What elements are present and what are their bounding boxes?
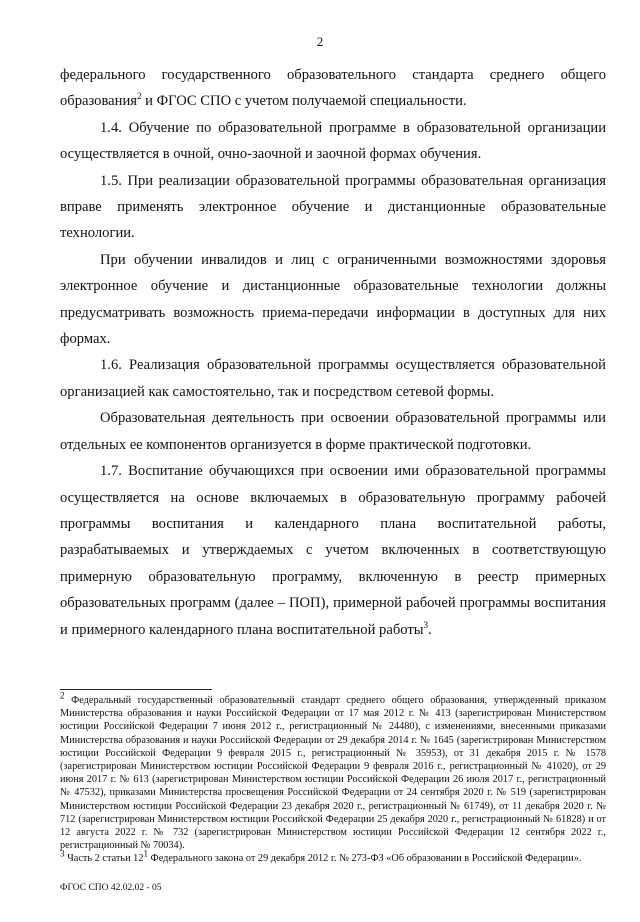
footnote-separator [60, 689, 212, 690]
footnote-2 [60, 690, 606, 852]
paragraph-1-tail: и ФГОС СПО с учетом получаемой специальности. [141, 93, 467, 110]
footnote-ref-3: 3 [423, 619, 429, 630]
paragraph-1-4: 1.4. Обучение по образовательной программе в образовательной организации осуществляется в очной, очно-заочной и заочной формах обучения. [60, 119, 606, 163]
footnote-3-text: Федерального закона от 29 декабря 2012 г. № 273-ФЗ «Об образовании в Российской Федерации». [147, 853, 582, 865]
footnote-3-marker: 3 [60, 849, 65, 860]
footnote-3 [60, 849, 606, 865]
paragraph-1-5: 1.5. При реализации образовательной программы образовательная организация вправе применять электронное обучение и дистанционные образовательные технологии. [60, 172, 606, 242]
paragraph-1-7 [60, 458, 606, 643]
footnote-3-pre: Часть 2 статьи 12 [64, 853, 144, 865]
body-text [60, 62, 606, 643]
paragraph-1-text: федерального государственного образовательного стандарта среднего общего образования [60, 67, 606, 110]
footnote-2-marker: 2 [60, 690, 65, 701]
paragraph-1-6: 1.6. Реализация образовательной программы осуществляется образовательной организацией как самостоятельно, так и посредством сетевой формы. [60, 357, 606, 400]
paragraph-practical-training: Образовательная деятельность при освоении образовательной программы или отдельных ее компонентов организуется в форме практической подготовки. [60, 410, 606, 453]
footnote-2-text: Федеральный государственный образовательный стандарт среднего общего образования, утвержденный приказом Министерства образования и науки Российской Федерации от 17 мая 2012 г. № 413 (зарегистрирован Министерством юстиции Российской Федерации 7 июня 2012 г., регистрационный № 24480), с изменениями, внесенными приказами Министерства образования и науки Российской Федерации от 29 декабря 2014 г. № 1645 (зарегистрирован Министерством юстиции Российской Федерации 9 февраля 2015 г., регистрационный № 35953), от 31 декабря 2015 г. № 1578 (зарегистрирован Министерством юстиции Российской Федерации 9 февраля 2016 г., регистрационный № 41020), от 29 июня 2017 г. № 613 (зарегистрирован Министерством юстиции Российской Федерации 26 июля 2017 г., регистрационный № 47532), приказами Министерства просвещения Российской Федерации от 24 сентября 2020 г. № 519 (зарегистрирован Министерством юстиции Российской Федерации 23 декабря 2020 г., регистрационный № 61749), от 11 декабря 2020 г. № 712 (зарегистрирован Министерством юстиции Российской Федерации 25 декабря 2020 г., регистрационный № 61828) и от 12 августа 2022 г. № 732 (зарегистрирован Министерством юстиции Российской Федерации 12 сентября 2022 г., регистрационный № 70034). [60, 695, 606, 852]
footnotes [60, 690, 606, 866]
footnote-3-article-sup: 1 [143, 849, 148, 860]
paragraph-1 [60, 62, 606, 115]
paragraph-1-7-tail: . [428, 621, 432, 638]
paragraph-1-7-text: 1.7. Воспитание обучающихся при освоении ими образовательной программы осуществляется на основе включаемых в образовательную программу рабочей программы воспитания и календарного плана воспитательной работы, разрабатываемых и утверждаемых с учетом включенных в соответствующую примерную образовательную программу, включенную в реестр примерных образовательных программ (далее – ПОП), примерной рабочей программы воспитания и примерного календарного плана воспитательной работы [60, 463, 606, 638]
document-code-footer: ФГОС СПО 42.02.02 - 05 [60, 883, 162, 893]
footnote-ref-2: 2 [136, 91, 142, 102]
paragraph-disabled-learners: При обучении инвалидов и лиц с ограниченными возможностями здоровья электронное обучение и дистанционные образовательные технологии должны предусматривать возможность приема-передачи информации в доступных для них формах. [60, 251, 606, 348]
page-number: 2 [316, 34, 324, 49]
